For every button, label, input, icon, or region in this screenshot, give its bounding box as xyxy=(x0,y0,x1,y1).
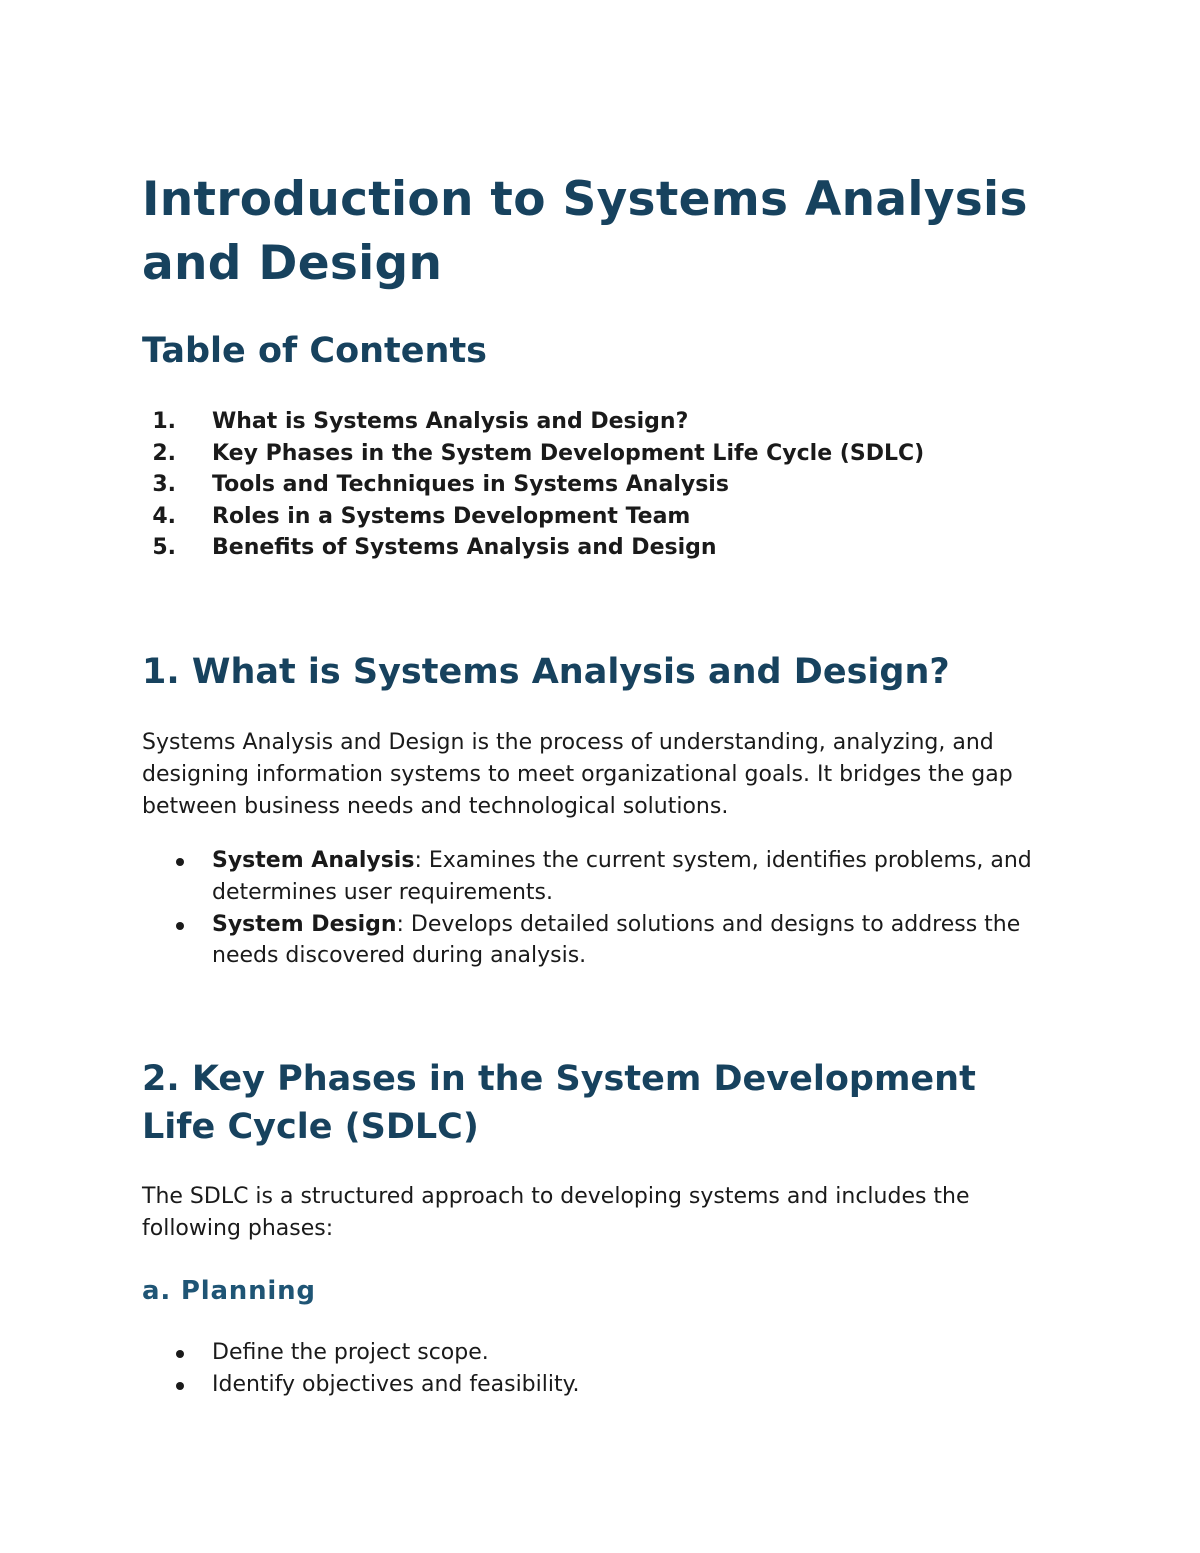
toc-item-label: What is Systems Analysis and Design? xyxy=(212,409,689,434)
toc-item-label: Key Phases in the System Development Life Cycle (SDLC) xyxy=(212,440,925,466)
toc-item xyxy=(142,469,924,501)
bullet-icon xyxy=(176,922,184,930)
list-item xyxy=(142,909,1072,973)
bullet-text: : Examines the current system, identifies problems, and determines user requirements. xyxy=(212,848,1032,905)
toc-item-label: Tools and Techniques in Systems Analysis xyxy=(212,472,729,498)
subsection-a-bullet-list xyxy=(142,1337,1072,1401)
document-title: Introduction to Systems Analysis and Design xyxy=(142,172,1028,291)
section-2-heading: 2. Key Phases in the System Development Life Cycle (SDLC) xyxy=(142,1059,976,1147)
toc-item-label: Roles in a Systems Development Team xyxy=(212,503,691,529)
bullet-icon xyxy=(176,1382,184,1390)
bullet-icon xyxy=(176,858,184,866)
toc-item-number: 3. xyxy=(152,472,176,498)
toc-item-number: 5. xyxy=(152,535,176,561)
toc-item xyxy=(142,406,924,438)
bullet-icon xyxy=(176,1350,184,1358)
list-item xyxy=(142,1337,1072,1369)
section-1-paragraph: Systems Analysis and Design is the process of understanding, analyzing, and designing information systems to meet organizational goals. It bridges the gap between business needs and technological solutions. xyxy=(142,730,1013,819)
toc-item-label: Benefits of Systems Analysis and Design xyxy=(212,535,717,561)
section-1-heading: 1. What is Systems Analysis and Design? xyxy=(142,652,950,692)
toc-item xyxy=(142,438,924,470)
toc-heading: Table of Contents xyxy=(142,331,488,371)
bullet-term: System Design xyxy=(212,911,397,937)
section-1-bullet-list xyxy=(142,845,1072,972)
toc-list xyxy=(142,406,924,564)
list-item xyxy=(142,1369,1072,1401)
subsection-a-heading: a. Planning xyxy=(142,1276,316,1306)
bullet-text: : Develops detailed solutions and designs to address the needs discovered during analysis. xyxy=(212,911,1021,969)
bullet-text: Define the project scope. xyxy=(212,1340,489,1365)
toc-item-number: 4. xyxy=(152,503,176,529)
list-item xyxy=(142,845,1072,909)
toc-item xyxy=(142,532,924,564)
bullet-term: System Analysis xyxy=(212,848,415,873)
section-2-paragraph: The SDLC is a structured approach to developing systems and includes the following phases: xyxy=(142,1184,970,1241)
bullet-text: Identify objectives and feasibility. xyxy=(212,1371,580,1397)
toc-item xyxy=(142,501,924,533)
toc-item-number: 1. xyxy=(152,409,176,434)
toc-item-number: 2. xyxy=(152,440,176,466)
